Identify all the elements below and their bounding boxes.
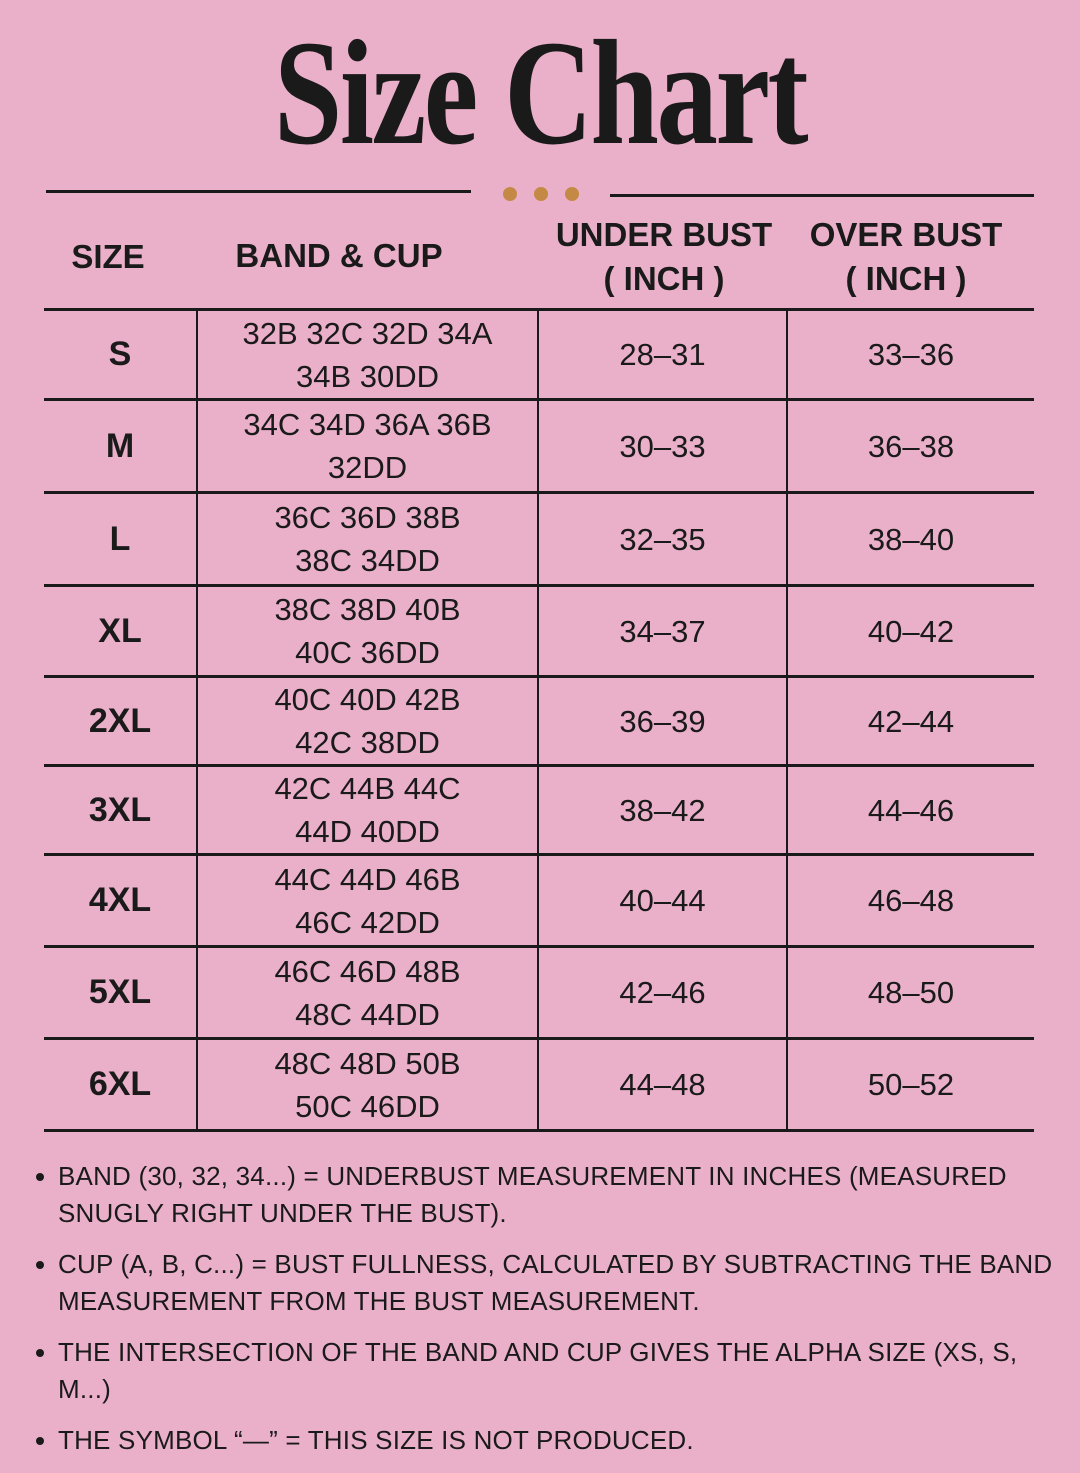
band-cup-cell: 32B 32C 32D 34A 34B 30DD bbox=[197, 310, 538, 400]
note-item: BAND (30, 32, 34...) = UNDERBUST MEASUREMENT IN INCHES (MEASURED SNUGLY RIGHT UNDER THE BUST). bbox=[30, 1158, 1060, 1232]
band-cup-cell: 40C 40D 42B 42C 38DD bbox=[197, 677, 538, 766]
under-bust-cell: 38–42 bbox=[538, 766, 787, 855]
band-cup-cell: 36C 36D 38B 38C 34DD bbox=[197, 493, 538, 586]
over-bust-cell: 38–40 bbox=[787, 493, 1034, 586]
under-bust-cell: 42–46 bbox=[538, 947, 787, 1039]
header-under-bust-label: UNDER BUST bbox=[555, 216, 773, 253]
band-cup-cell: 42C 44B 44C 44D 40DD bbox=[197, 766, 538, 855]
header-under-bust-unit: ( INCH ) bbox=[603, 260, 725, 297]
over-bust-cell: 40–42 bbox=[787, 586, 1034, 677]
band-cup-cell: 44C 44D 46B 46C 42DD bbox=[197, 855, 538, 947]
size-cell: 5XL bbox=[44, 947, 197, 1039]
band-cup-cell: 34C 34D 36A 36B 32DD bbox=[197, 400, 538, 493]
header-band-cup: BAND & CUP bbox=[235, 237, 443, 274]
note-item: CUP (A, B, C...) = BUST FULLNESS, CALCULATED BY SUBTRACTING THE BAND MEASUREMENT FROM THE BUST MEASUREMENT. bbox=[30, 1246, 1060, 1320]
under-bust-cell: 36–39 bbox=[538, 677, 787, 766]
size-cell: S bbox=[44, 310, 197, 400]
size-cell: 4XL bbox=[44, 855, 197, 947]
note-item: THE SYMBOL “—” = THIS SIZE IS NOT PRODUCED. bbox=[30, 1422, 1060, 1459]
over-bust-cell: 44–46 bbox=[787, 766, 1034, 855]
right-divider bbox=[610, 194, 1034, 197]
dot bbox=[534, 187, 548, 201]
under-bust-cell: 30–33 bbox=[538, 400, 787, 493]
table-row bbox=[44, 310, 1034, 400]
size-cell: M bbox=[44, 400, 197, 493]
size-cell: 6XL bbox=[44, 1039, 197, 1131]
table-row bbox=[44, 493, 1034, 586]
over-bust-cell: 33–36 bbox=[787, 310, 1034, 400]
table-row bbox=[44, 400, 1034, 493]
over-bust-cell: 50–52 bbox=[787, 1039, 1034, 1131]
dot bbox=[565, 187, 579, 201]
decorative-dots bbox=[503, 187, 579, 201]
notes-list bbox=[30, 1158, 1060, 1473]
size-table bbox=[44, 308, 1034, 1132]
over-bust-cell: 42–44 bbox=[787, 677, 1034, 766]
header-under-bust bbox=[540, 212, 788, 302]
table-row bbox=[44, 766, 1034, 855]
over-bust-cell: 46–48 bbox=[787, 855, 1034, 947]
size-cell: 3XL bbox=[44, 766, 197, 855]
table-row bbox=[44, 677, 1034, 766]
dot bbox=[503, 187, 517, 201]
under-bust-cell: 28–31 bbox=[538, 310, 787, 400]
band-cup-cell: 48C 48D 50B 50C 46DD bbox=[197, 1039, 538, 1131]
note-item: THE INTERSECTION OF THE BAND AND CUP GIVES THE ALPHA SIZE (XS, S, M...) bbox=[30, 1334, 1060, 1408]
size-cell: XL bbox=[44, 586, 197, 677]
header-over-bust-unit: ( INCH ) bbox=[845, 260, 967, 297]
table-row bbox=[44, 947, 1034, 1039]
under-bust-cell: 44–48 bbox=[538, 1039, 787, 1131]
table-row bbox=[44, 855, 1034, 947]
band-cup-cell: 46C 46D 48B 48C 44DD bbox=[197, 947, 538, 1039]
page-title: Size Chart bbox=[273, 10, 807, 176]
header-over-bust bbox=[788, 212, 1024, 302]
band-cup-cell: 38C 38D 40B 40C 36DD bbox=[197, 586, 538, 677]
over-bust-cell: 36–38 bbox=[787, 400, 1034, 493]
under-bust-cell: 34–37 bbox=[538, 586, 787, 677]
under-bust-cell: 32–35 bbox=[538, 493, 787, 586]
header-over-bust-label: OVER BUST bbox=[809, 216, 1003, 253]
size-cell: L bbox=[44, 493, 197, 586]
table-row bbox=[44, 586, 1034, 677]
size-cell: 2XL bbox=[44, 677, 197, 766]
over-bust-cell: 48–50 bbox=[787, 947, 1034, 1039]
under-bust-cell: 40–44 bbox=[538, 855, 787, 947]
left-divider bbox=[46, 190, 471, 193]
table-row bbox=[44, 1039, 1034, 1131]
header-size: SIZE bbox=[71, 238, 145, 275]
